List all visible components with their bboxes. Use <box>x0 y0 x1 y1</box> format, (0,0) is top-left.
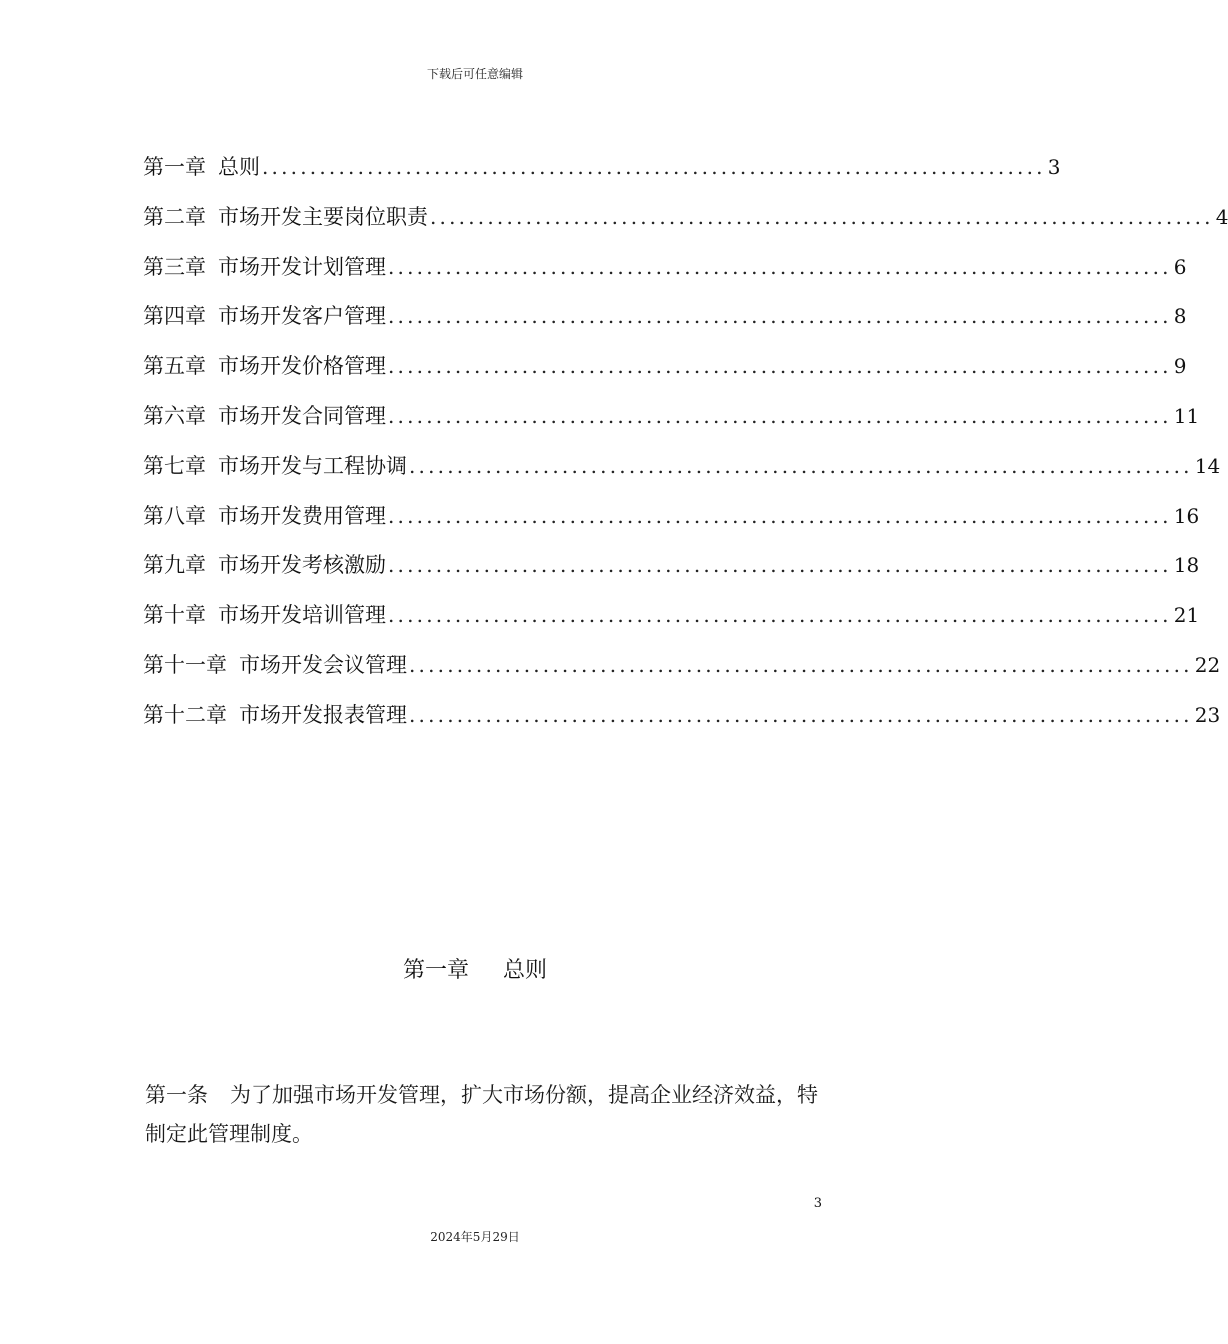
toc-dot-leader: .................................................................................. <box>409 652 1193 677</box>
toc-entry[interactable] <box>143 251 1187 301</box>
toc-page-number: 3 <box>1047 155 1061 179</box>
toc-page-number: 22 <box>1194 652 1221 677</box>
toc-page-number: 23 <box>1194 702 1221 727</box>
toc-chapter-title: 市场开发客户管理 <box>218 304 386 329</box>
toc-page-number: 18 <box>1173 553 1200 578</box>
toc-chapter-number: 第四章 <box>143 304 206 329</box>
toc-chapter-title: 市场开发合同管理 <box>218 403 386 428</box>
table-of-contents <box>143 151 1228 749</box>
toc-dot-leader: .................................................................................. <box>388 403 1172 428</box>
toc-entry[interactable] <box>143 599 1200 649</box>
toc-entry[interactable] <box>143 300 1187 350</box>
chapter-heading-title: 总则 <box>503 958 548 983</box>
chapter-heading-number: 第一章 <box>402 958 469 983</box>
page-footer-date: 2024年5月29日 <box>430 1230 520 1244</box>
toc-chapter-title: 总则 <box>218 155 260 179</box>
toc-dot-leader: .................................................................................. <box>262 155 1046 179</box>
toc-chapter-number: 第六章 <box>143 403 206 428</box>
toc-page-number: 4 <box>1215 204 1228 229</box>
toc-chapter-title: 市场开发费用管理 <box>218 503 386 528</box>
toc-chapter-title: 市场开发报表管理 <box>239 702 407 727</box>
toc-chapter-number: 第五章 <box>143 354 206 379</box>
article-number: 第一条 <box>145 1083 208 1107</box>
toc-chapter-title: 市场开发会议管理 <box>239 652 407 677</box>
toc-chapter-number: 第九章 <box>143 553 206 578</box>
toc-entry[interactable] <box>143 400 1200 450</box>
toc-entry[interactable] <box>143 450 1221 500</box>
toc-chapter-number: 第一章 <box>143 155 206 179</box>
toc-chapter-number: 第七章 <box>143 453 206 478</box>
toc-dot-leader: .................................................................................. <box>388 354 1172 379</box>
toc-entry[interactable] <box>143 649 1221 699</box>
toc-entry[interactable] <box>143 500 1200 550</box>
toc-chapter-number: 第三章 <box>143 254 206 279</box>
toc-entry[interactable] <box>143 201 1228 251</box>
toc-entry[interactable] <box>143 350 1187 400</box>
toc-dot-leader: .................................................................................. <box>388 254 1172 279</box>
article-paragraph <box>145 1076 835 1154</box>
toc-chapter-title: 市场开发计划管理 <box>218 254 386 279</box>
chapter-heading <box>0 953 950 984</box>
page-header: 下载后可任意编辑 <box>426 67 523 81</box>
toc-chapter-number: 第十二章 <box>143 702 227 727</box>
toc-page-number: 6 <box>1173 254 1187 279</box>
toc-page-number: 21 <box>1173 603 1200 628</box>
toc-entry[interactable] <box>143 151 1061 201</box>
toc-dot-leader: .................................................................................. <box>388 603 1172 628</box>
toc-chapter-number: 第十章 <box>143 603 206 628</box>
toc-dot-leader: .................................................................................. <box>388 304 1172 329</box>
toc-dot-leader: .................................................................................. <box>409 702 1193 727</box>
toc-dot-leader: .................................................................................. <box>388 553 1172 578</box>
page-number: 3 <box>813 1196 822 1211</box>
toc-chapter-number: 第八章 <box>143 503 206 528</box>
toc-chapter-title: 市场开发与工程协调 <box>218 453 407 478</box>
toc-entry[interactable] <box>143 549 1200 599</box>
toc-dot-leader: .................................................................................. <box>388 503 1172 528</box>
toc-page-number: 11 <box>1173 403 1200 428</box>
toc-chapter-title: 市场开发价格管理 <box>218 354 386 379</box>
article-text: 为了加强市场开发管理，扩大市场份额，提高企业经济效益，特制定此管理制度。 <box>145 1083 818 1146</box>
toc-chapter-title: 市场开发考核激励 <box>218 553 386 578</box>
toc-page-number: 9 <box>1173 354 1187 379</box>
toc-page-number: 8 <box>1173 304 1187 329</box>
toc-chapter-title: 市场开发培训管理 <box>218 603 386 628</box>
toc-page-number: 16 <box>1173 503 1200 528</box>
toc-dot-leader: .................................................................................. <box>409 453 1193 478</box>
toc-entry[interactable] <box>143 699 1221 749</box>
toc-dot-leader: .................................................................................. <box>430 204 1214 229</box>
toc-page-number: 14 <box>1194 453 1221 478</box>
toc-chapter-title: 市场开发主要岗位职责 <box>218 204 428 229</box>
toc-chapter-number: 第二章 <box>143 204 206 229</box>
toc-chapter-number: 第十一章 <box>143 652 227 677</box>
